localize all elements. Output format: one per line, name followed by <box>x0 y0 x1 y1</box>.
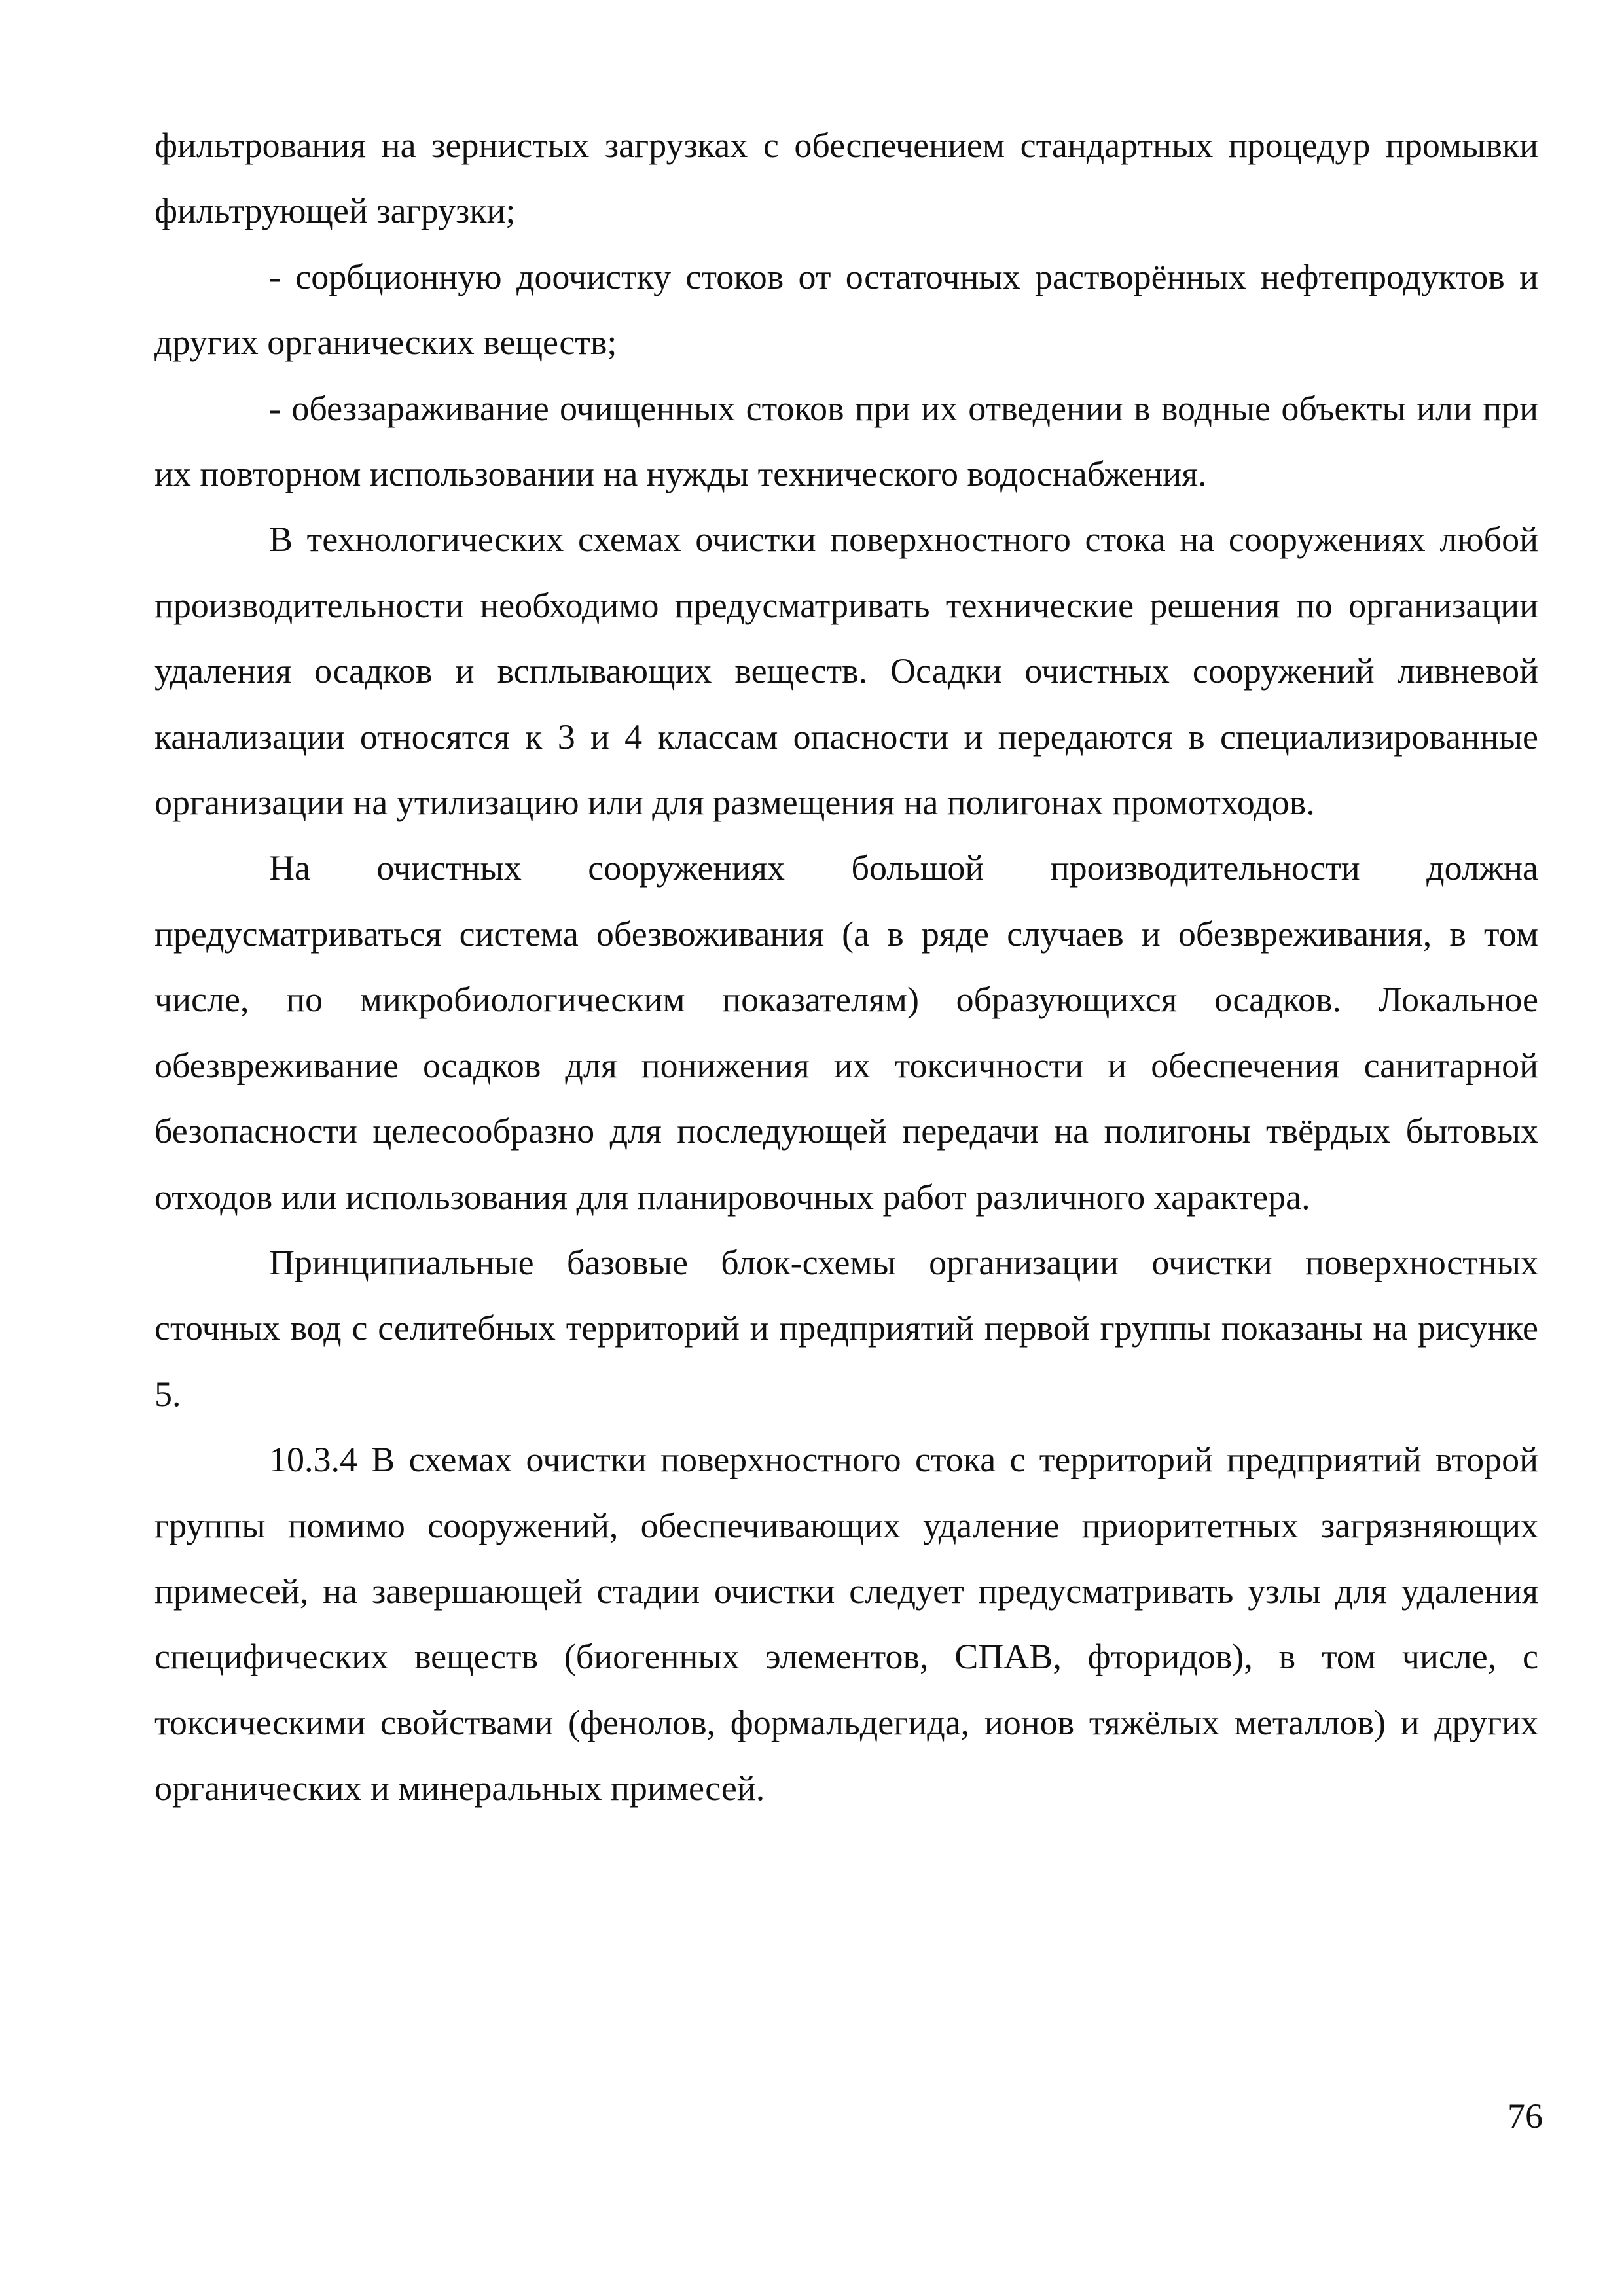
paragraph-sediment-removal: В технологических схемах очистки поверхностного стока на сооружениях любой производительности необходимо предусматривать технические решения по организации удаления осадков и всплывающих веществ. Осадки очистных сооружений ливневой канализации относятся к 3 и 4 классам опасности и передаются в специализированные организации на утилизацию или для размещения на полигонах промотходов. <box>154 520 1538 823</box>
paragraph-list-item-sorption: - сорбционную доочистку стоков от остаточных растворённых нефтепродуктов и других органических веществ; <box>154 257 1538 363</box>
paragraph-dewatering: На очистных сооружениях большой производительности должна предусматриваться система обезвоживания (а в ряде случаев и обезвреживания, в том числе, по микробиологическим показателям) образующихся осадков. Локальное обезвреживание осадков для понижения их токсичности и обеспечения санитарной безопасности целесообразно для последующей передачи на полигоны твёрдых бытовых отходов или использования для планировочных работ различного характера. <box>154 848 1538 1217</box>
paragraph-list-item-disinfection: - обеззараживание очищенных стоков при их отведении в водные объекты или при их повторном использовании на нужды технического водоснабжения. <box>154 388 1538 494</box>
body-text <box>154 113 1538 1821</box>
page-number: 76 <box>1507 2096 1543 2136</box>
paragraph-continuation: фильтрования на зернистых загрузках с обеспечением стандартных процедур промывки фильтрующей загрузки; <box>154 126 1538 231</box>
paragraph-block-schemes: Принципиальные базовые блок-схемы организации очистки поверхностных сточных вод с селитебных территорий и предприятий первой группы показаны на рисунке 5. <box>154 1242 1538 1414</box>
paragraph-section-10-3-4: 10.3.4 В схемах очистки поверхностного стока с территорий предприятий второй группы помимо сооружений, обеспечивающих удаление приоритетных загрязняющих примесей, на завершающей стадии очистки следует предусматривать узлы для удаления специфических веществ (биогенных элементов, СПАВ, фторидов), в том числе, с токсическими свойствами (фенолов, формальдегида, ионов тяжёлых металлов) и других органических и минеральных примесей. <box>154 1440 1538 1808</box>
